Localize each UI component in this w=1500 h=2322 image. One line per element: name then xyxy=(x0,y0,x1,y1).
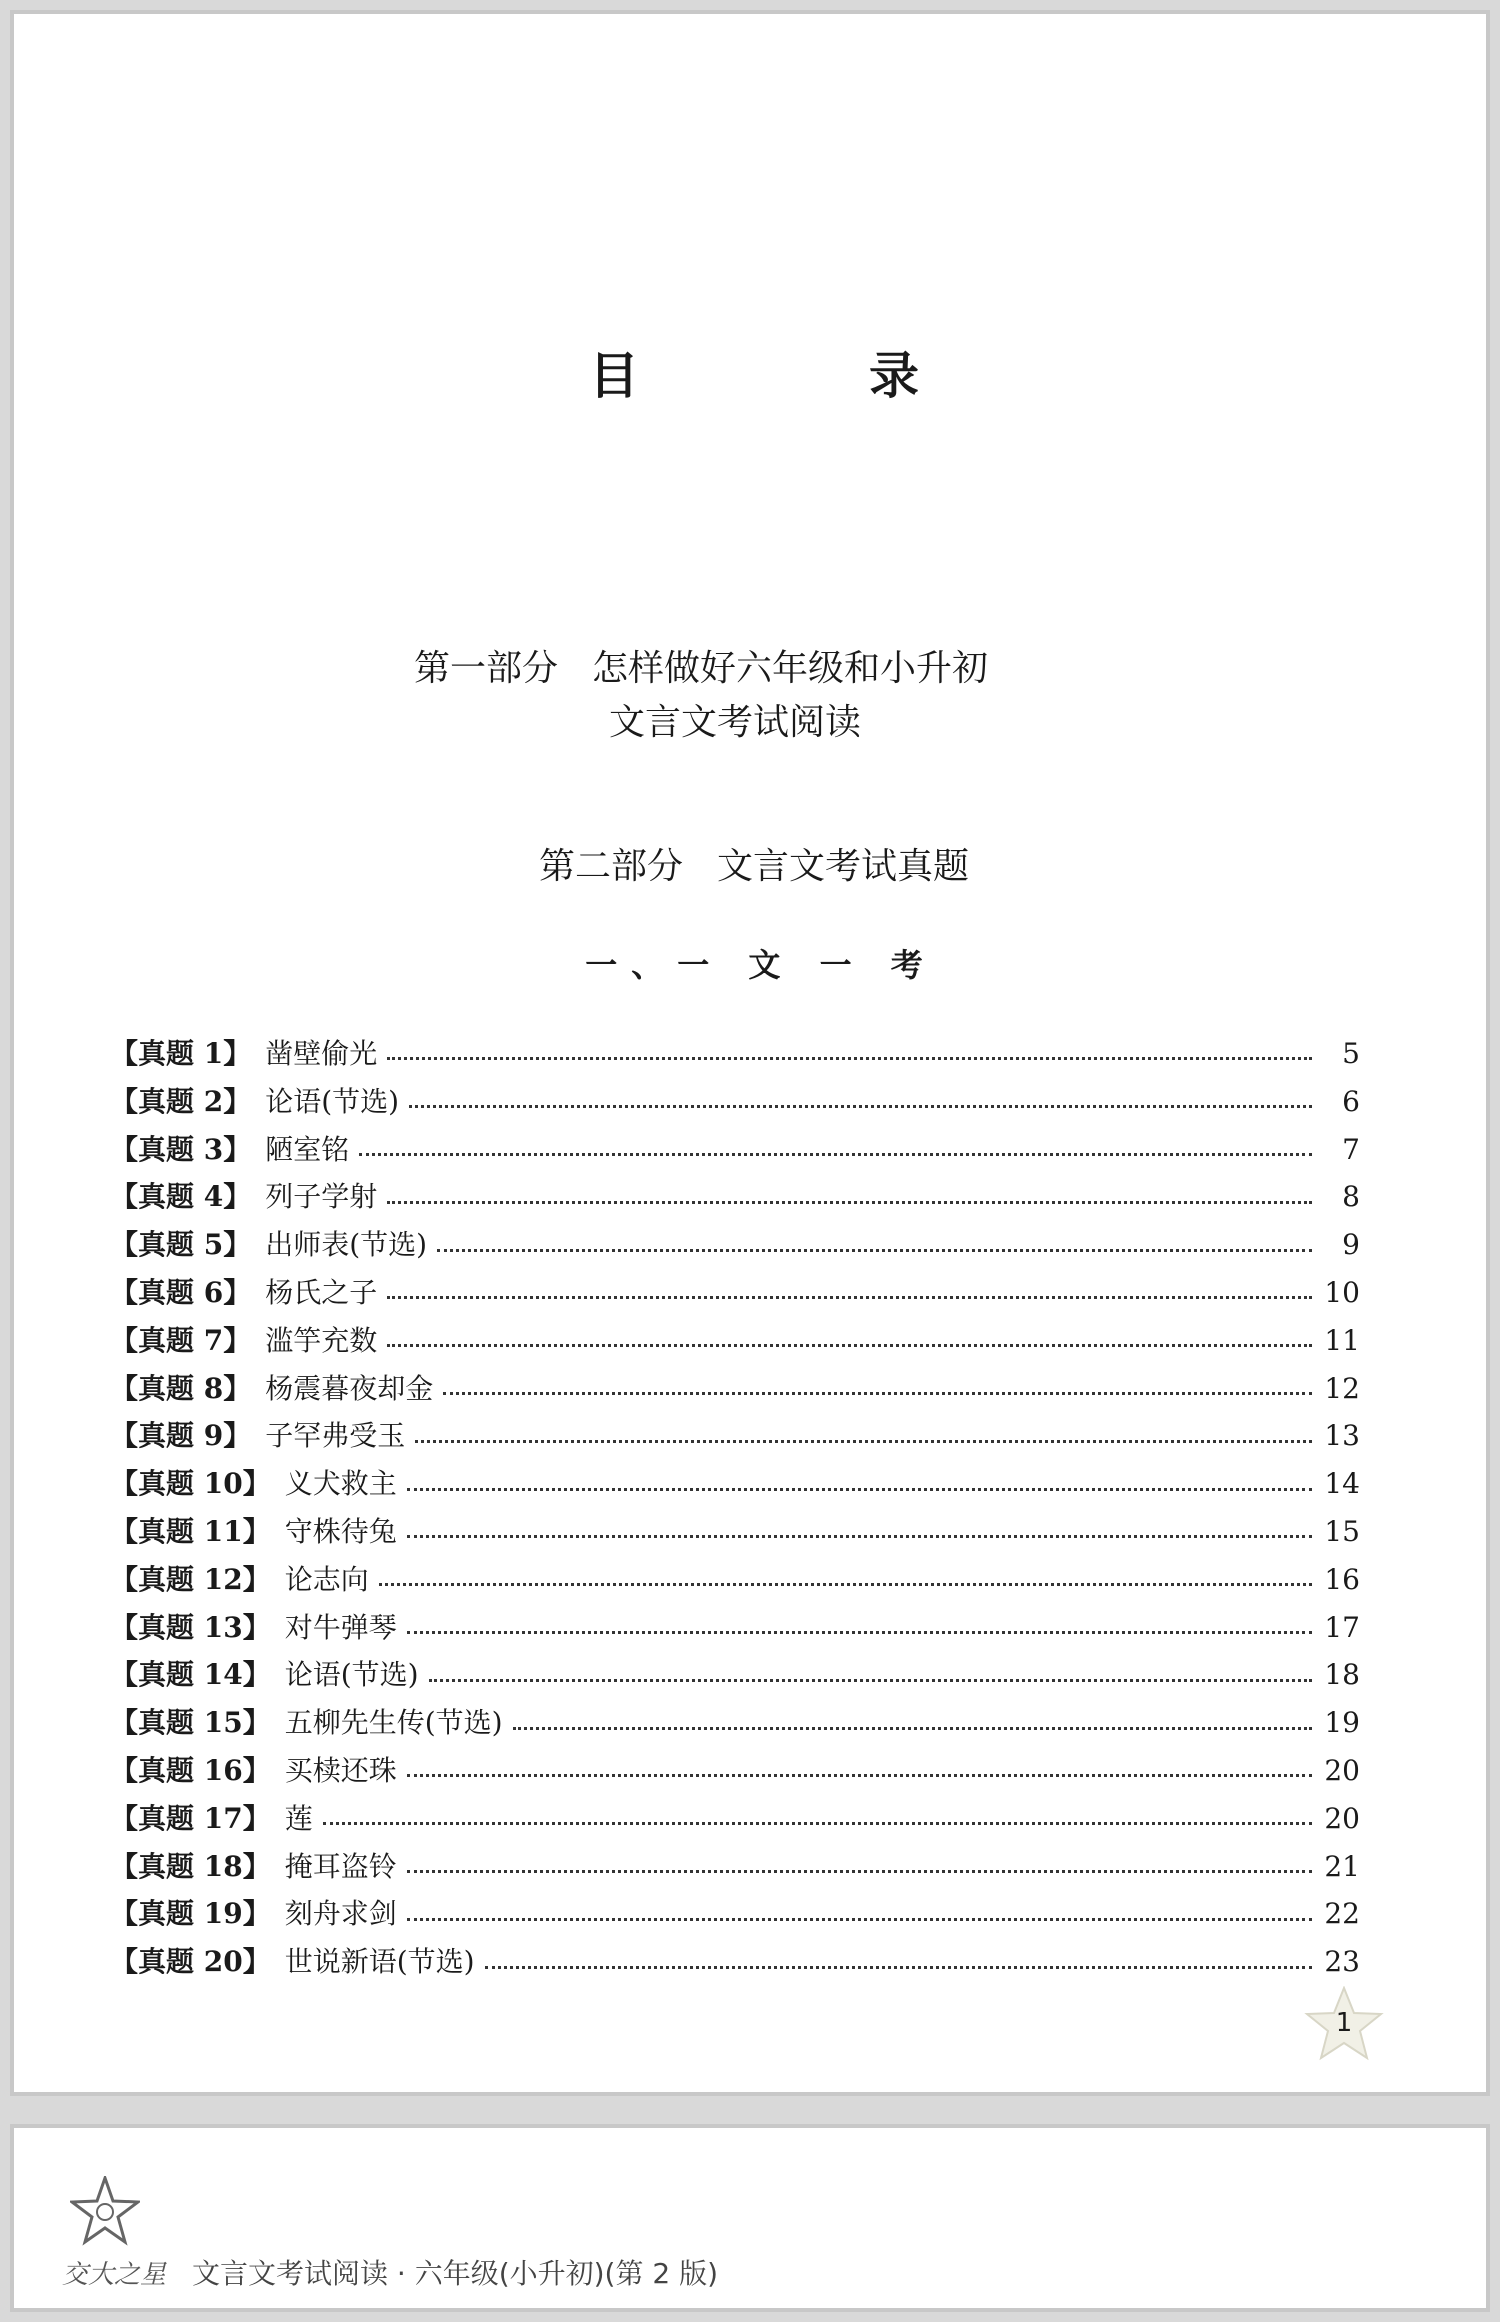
toc-entry-page: 11 xyxy=(1324,1323,1360,1357)
toc-entry[interactable] xyxy=(110,1175,1360,1223)
toc-dot-leader xyxy=(407,1918,1312,1921)
toc-dot-leader xyxy=(415,1440,1312,1443)
toc-entry-label: 【真题 4】 xyxy=(110,1180,252,1214)
toc-entry-label: 【真题 5】 xyxy=(110,1228,252,1262)
toc-entry-label: 【真题 7】 xyxy=(110,1323,252,1357)
toc-entry-page: 22 xyxy=(1324,1897,1360,1931)
toc-entry-page: 16 xyxy=(1324,1562,1360,1596)
book-title: 文言文考试阅读 · 六年级(小升初)(第 2 版) xyxy=(192,2257,719,2290)
toc-entry[interactable] xyxy=(110,1701,1360,1749)
toc-entry-title: 世说新语(节选) xyxy=(284,1945,475,1979)
toc-entry-label: 【真题 9】 xyxy=(110,1419,252,1453)
toc-dot-leader xyxy=(407,1870,1312,1873)
part-one-text-line2: 文言文考试阅读 xyxy=(609,702,862,743)
star-logo-icon xyxy=(70,2176,140,2246)
toc-dot-leader xyxy=(323,1822,1312,1825)
toc-entry-page: 10 xyxy=(1324,1275,1360,1309)
toc-entry[interactable] xyxy=(110,1319,1360,1367)
part-two-heading xyxy=(14,838,1494,889)
toc-entry[interactable] xyxy=(110,1462,1360,1510)
toc-entry[interactable] xyxy=(110,1558,1360,1606)
toc-entry-label: 【真题 18】 xyxy=(110,1849,271,1883)
toc-entry[interactable] xyxy=(110,1606,1360,1654)
toc-entry-title: 杨氏之子 xyxy=(265,1275,378,1309)
toc-entry-label: 【真题 12】 xyxy=(110,1562,271,1596)
toc-entry-page: 23 xyxy=(1324,1945,1360,1979)
toc-dot-leader xyxy=(359,1153,1312,1156)
toc-entry[interactable] xyxy=(110,1940,1360,1988)
toc-entry-title: 陋室铭 xyxy=(265,1132,350,1166)
toc-entry-title: 莲 xyxy=(284,1801,313,1835)
part-one-line1 xyxy=(414,642,988,696)
publisher-logo xyxy=(70,2176,140,2250)
toc-dot-leader xyxy=(407,1631,1312,1634)
toc-dot-leader xyxy=(387,1057,1312,1060)
toc-entry[interactable] xyxy=(110,1271,1360,1319)
toc-entry-label: 【真题 8】 xyxy=(110,1371,252,1405)
toc-entry-label: 【真题 14】 xyxy=(110,1658,271,1692)
toc-dot-leader xyxy=(409,1105,1312,1108)
toc-entry-page: 6 xyxy=(1342,1084,1360,1118)
toc-entry-title: 五柳先生传(节选) xyxy=(284,1706,503,1740)
toc-entry-label: 【真题 16】 xyxy=(110,1753,271,1787)
toc-entry-label: 【真题 19】 xyxy=(110,1897,271,1931)
toc-entry-title: 列子学射 xyxy=(265,1180,378,1214)
toc-entry[interactable] xyxy=(110,1414,1360,1462)
toc-entry-title: 对牛弹琴 xyxy=(284,1610,397,1644)
toc-entry-title: 掩耳盗铃 xyxy=(284,1849,397,1883)
toc-entry-page: 14 xyxy=(1324,1467,1360,1501)
toc-entry-label: 【真题 2】 xyxy=(110,1084,252,1118)
toc-entry-label: 【真题 11】 xyxy=(110,1514,271,1548)
toc-entry-title: 论语(节选) xyxy=(284,1658,419,1692)
toc-entry-title: 子罕弗受玉 xyxy=(265,1419,406,1453)
toc-dot-leader xyxy=(387,1296,1312,1299)
toc-dot-leader xyxy=(513,1727,1312,1730)
toc-entry-label: 【真题 17】 xyxy=(110,1801,271,1835)
toc-entry[interactable] xyxy=(110,1510,1360,1558)
toc-dot-leader xyxy=(437,1249,1312,1252)
part-two-text: 文言文考试真题 xyxy=(717,846,970,887)
toc-entry-label: 【真题 13】 xyxy=(110,1610,271,1644)
toc-dot-leader xyxy=(407,1774,1312,1777)
toc-entry-title: 义犬救主 xyxy=(284,1467,397,1501)
toc-entry[interactable] xyxy=(110,1223,1360,1271)
page-number-badge xyxy=(1304,1986,1384,2062)
toc-entry-page: 18 xyxy=(1324,1658,1360,1692)
book-page xyxy=(10,10,1490,2096)
section-heading: 一、一 文 一 考 xyxy=(585,946,937,984)
toc-entry-label: 【真题 6】 xyxy=(110,1275,252,1309)
part-one-heading xyxy=(414,642,988,750)
toc-entry-label: 【真题 3】 xyxy=(110,1132,252,1166)
toc-dot-leader xyxy=(485,1966,1312,1969)
toc-dot-leader xyxy=(443,1392,1312,1395)
toc-entry-label: 【真题 10】 xyxy=(110,1467,271,1501)
part-two-label: 第二部分 xyxy=(538,846,683,887)
toc-entry-page: 9 xyxy=(1342,1228,1360,1262)
toc-entry[interactable] xyxy=(110,1128,1360,1176)
toc-entry-page: 8 xyxy=(1342,1180,1360,1214)
toc-list xyxy=(110,1032,1360,1988)
toc-entry-page: 20 xyxy=(1324,1753,1360,1787)
toc-entry-label: 【真题 15】 xyxy=(110,1706,271,1740)
part-one-text-line1: 怎样做好六年级和小升初 xyxy=(592,648,989,689)
toc-entry-page: 20 xyxy=(1324,1801,1360,1835)
toc-entry[interactable] xyxy=(110,1845,1360,1893)
part-one-label: 第一部分 xyxy=(414,648,559,689)
toc-entry-title: 出师表(节选) xyxy=(265,1228,428,1262)
toc-entry-title: 守株待兔 xyxy=(284,1514,397,1548)
toc-dot-leader xyxy=(387,1201,1312,1204)
toc-entry-label: 【真题 1】 xyxy=(110,1037,252,1070)
toc-entry[interactable] xyxy=(110,1367,1360,1415)
footer-strip xyxy=(10,2124,1490,2312)
page-title: 目 录 xyxy=(589,346,1009,405)
toc-entry-title: 买椟还珠 xyxy=(284,1753,397,1787)
toc-entry[interactable] xyxy=(110,1080,1360,1128)
toc-entry-page: 12 xyxy=(1324,1371,1360,1405)
toc-dot-leader xyxy=(429,1679,1312,1682)
toc-entry-title: 论语(节选) xyxy=(265,1084,400,1118)
toc-entry[interactable] xyxy=(110,1653,1360,1701)
toc-entry-page: 7 xyxy=(1342,1132,1360,1166)
toc-entry-page: 17 xyxy=(1324,1610,1360,1644)
toc-entry-page: 15 xyxy=(1324,1514,1360,1548)
toc-entry-title: 论志向 xyxy=(284,1562,369,1596)
toc-dot-leader xyxy=(379,1583,1312,1586)
toc-entry-title: 滥竽充数 xyxy=(265,1323,378,1357)
toc-entry-label: 【真题 20】 xyxy=(110,1945,271,1979)
toc-entry-title: 杨震暮夜却金 xyxy=(265,1371,434,1405)
toc-dot-leader xyxy=(387,1344,1312,1347)
toc-entry-title: 凿壁偷光 xyxy=(265,1037,378,1070)
page-number: 1 xyxy=(1335,2008,1353,2038)
toc-entry-title: 刻舟求剑 xyxy=(284,1897,397,1931)
toc-entry[interactable] xyxy=(110,1032,1360,1080)
toc-entry-page: 13 xyxy=(1324,1419,1360,1453)
toc-dot-leader xyxy=(407,1535,1312,1538)
publisher-logo-text: 交大之星 xyxy=(62,2260,167,2290)
toc-entry-page: 21 xyxy=(1324,1849,1360,1883)
toc-dot-leader xyxy=(407,1488,1312,1491)
toc-entry[interactable] xyxy=(110,1892,1360,1940)
toc-entry[interactable] xyxy=(110,1749,1360,1797)
toc-entry-page: 19 xyxy=(1324,1706,1360,1740)
toc-entry[interactable] xyxy=(110,1797,1360,1845)
toc-entry-page: 5 xyxy=(1342,1037,1360,1070)
